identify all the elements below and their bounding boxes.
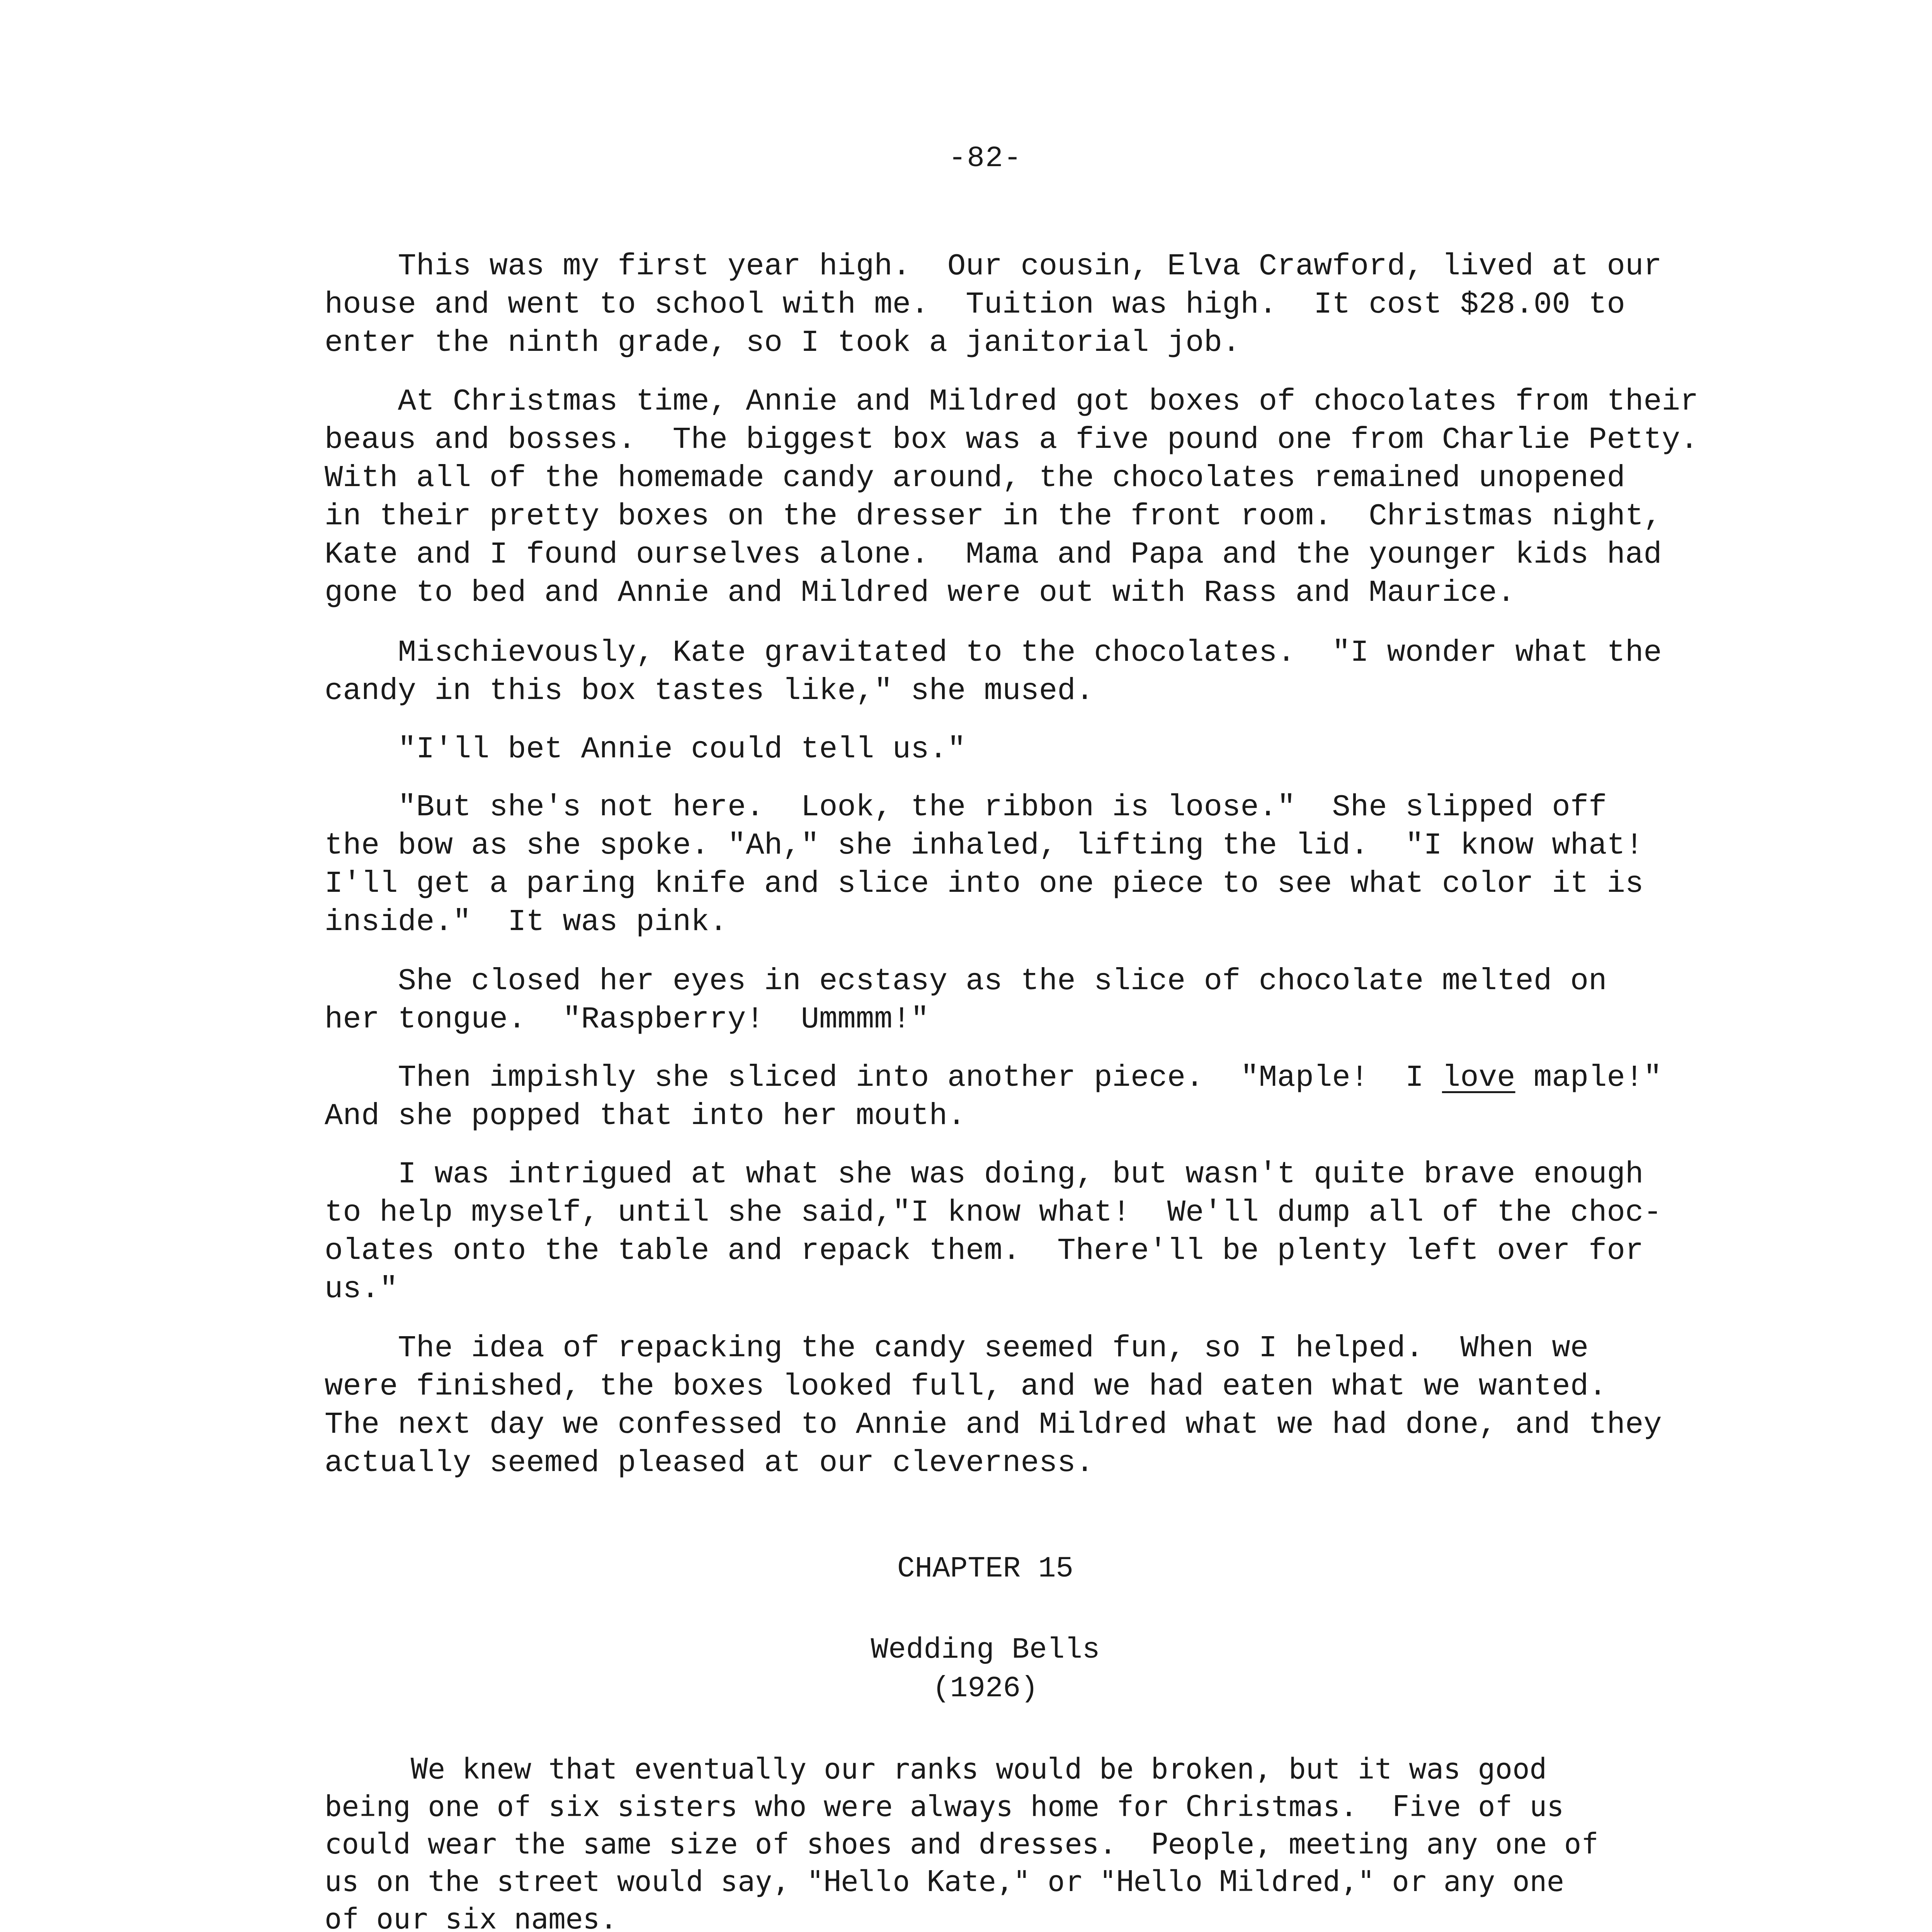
paragraph-christmas-chocolates: At Christmas time, Annie and Mildred got boxes of chocolates from their beaus and bosses. The biggest box was a five pound one from Charlie Petty. With all of the homemade candy around, the chocolates remained unopened in their pretty boxes on the dresser in the front room. Christmas night, Kate and I found ourselves alone. Mama and Papa and the younger kids had gone to bed and Annie and Mildred were out with Rass and Maurice. [325,384,1699,610]
paragraph-maple: Then impishly she sliced into another piece. "Maple! I love maple!" And she popped that into her mouth. [325,1060,1662,1133]
chapter-title: Wedding Bells [871,1633,1100,1667]
paragraph-six-sisters: We knew that eventually our ranks would be broken, but it was good being one of six sisters who were always home for Christmas. Five of us could wear the same size of shoes and dresses. People, meeting any one of us on the street would say, "Hello Kate," or "Hello Mildred," or any one of our six names. [325,1752,1599,1932]
paragraph-intrigued: I was intrigued at what she was doing, but wasn't quite brave enough to help myself, until she said,"I know what! We'll dump all of the choc- olates onto the table and repack them. There'll be plenty left over for us." [325,1157,1662,1306]
page-number: -82- [948,142,1022,175]
paragraph-mischievously: Mischievously, Kate gravitated to the chocolates. "I wonder what the candy in this box tastes like," she mused. [325,635,1662,708]
paragraph-ribbon-loose: "But she's not here. Look, the ribbon is loose." She slipped off the bow as she spoke. "Ah," she inhaled, lifting the lid. "I know what! I'll get a paring knife and slice into one piece to see what color it is inside." It was pink. [325,790,1644,939]
underlined-word: love [1442,1060,1515,1095]
chapter-year: (1926) [932,1672,1038,1705]
paragraph-annie-could-tell: "I'll bet Annie could tell us." [325,732,966,767]
paragraph-repacking: The idea of repacking the candy seemed fun, so I helped. When we were finished, the boxes looked full, and we had eaten what we wanted. The next day we confessed to Annie and Mildred what we had done, and they actually seemed pleased at our cleverness. [325,1331,1662,1480]
paragraph-raspberry: She closed her eyes in ecstasy as the slice of chocolate melted on her tongue. "Raspberry! Ummmm!" [325,964,1607,1037]
paragraph-first-year: This was my first year high. Our cousin, Elva Crawford, lived at our house and went to school with me. Tuition was high. It cost $28.00 to enter the ninth grade, so I took a janitorial job. [325,249,1662,360]
chapter-label: CHAPTER 15 [897,1552,1074,1585]
